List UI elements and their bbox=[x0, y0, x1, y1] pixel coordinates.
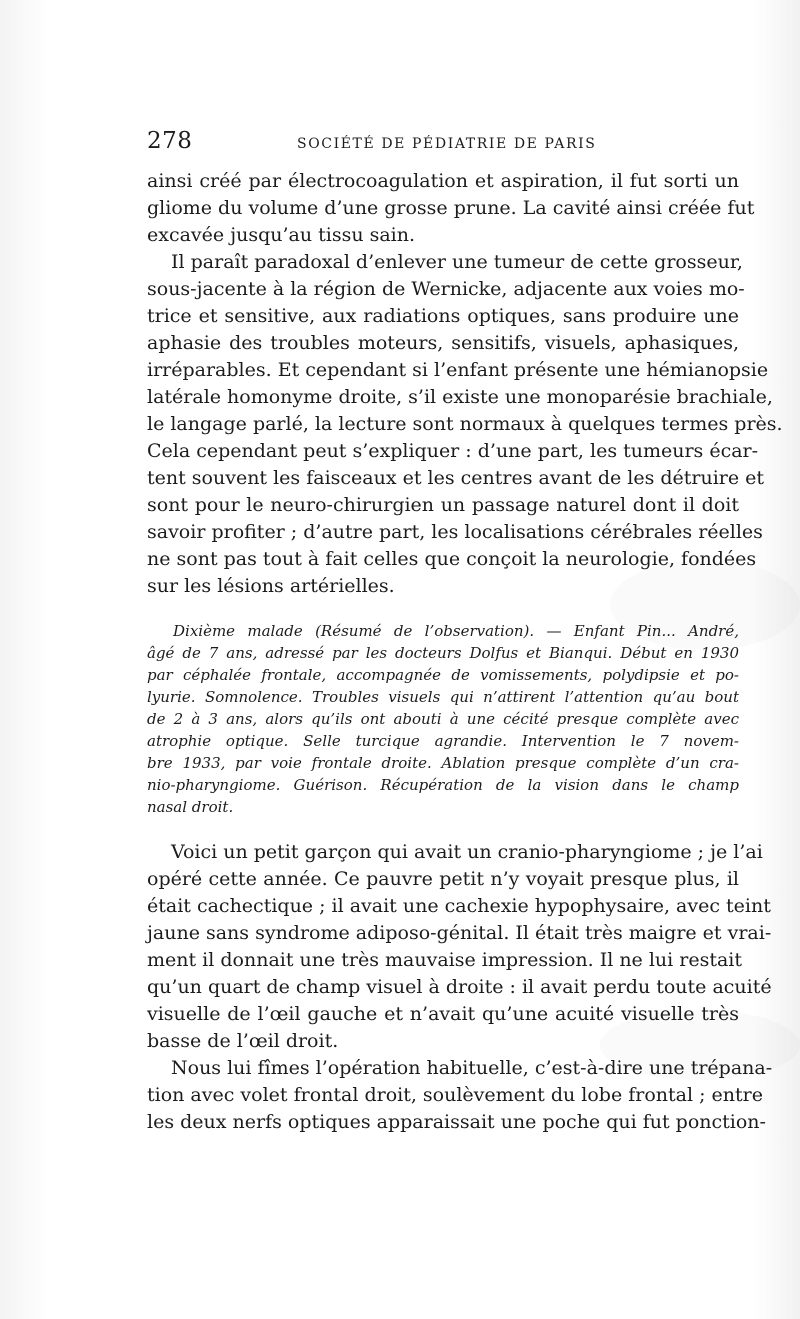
text-line: ment il donnait une très mauvaise impression. Il ne lui restait bbox=[147, 949, 743, 971]
text-line: était cachectique ; il avait une cachexie hypophysaire, avec teint bbox=[147, 895, 771, 917]
text-line: latérale homonyme droite, s’il existe une monoparésie brachiale, bbox=[147, 386, 773, 408]
summary-line: nio-pharyngiome. Guérison. Récupération de la vision dans le champ bbox=[147, 776, 739, 794]
text-line: basse de l’œil droit. bbox=[147, 1030, 339, 1052]
text-line: savoir profiter ; d’autre part, les localisations cérébrales réelles bbox=[147, 521, 763, 543]
text-line: visuelle de l’œil gauche et n’avait qu’une acuité visuelle très bbox=[147, 1003, 739, 1025]
main-text-block bbox=[147, 168, 783, 600]
text-line: sur les lésions artérielles. bbox=[147, 575, 395, 597]
discussion-text-block bbox=[147, 839, 773, 1136]
text-line: tent souvent les faisceaux et les centres avant de les détruire et bbox=[147, 467, 765, 489]
text-line: opéré cette année. Ce pauvre petit n’y voyait presque plus, il bbox=[147, 868, 739, 890]
summary-line: bre 1933, par voie frontale droite. Ablation presque complète d’un cra- bbox=[147, 754, 739, 772]
text-line: aphasie des troubles moteurs, sensitifs, visuels, aphasiques, bbox=[147, 332, 739, 354]
text-line: ainsi créé par électrocoagulation et aspiration, il fut sorti un bbox=[147, 170, 739, 192]
summary-line: atrophie optique. Selle turcique agrandie. Intervention le 7 novem- bbox=[147, 732, 739, 750]
text-line: les deux nerfs optiques apparaissait une poche qui fut ponction- bbox=[147, 1111, 766, 1133]
text-line: Nous lui fîmes l’opération habituelle, c’est-à-dire une trépana- bbox=[171, 1057, 773, 1079]
summary-line: de 2 à 3 ans, alors qu’ils ont abouti à une cécité presque complète avec bbox=[147, 710, 739, 728]
text-line: ne sont pas tout à fait celles que conçoit la neurologie, fondées bbox=[147, 548, 757, 570]
text-line: trice et sensitive, aux radiations optiques, sans produire une bbox=[147, 305, 739, 327]
summary-line: par céphalée frontale, accompagnée de vomissements, polydipsie et po- bbox=[147, 666, 739, 684]
text-line: le langage parlé, la lecture sont normaux à quelques termes près. bbox=[147, 413, 783, 435]
page-number: 278 bbox=[147, 128, 193, 154]
text-line: sous-jacente à la région de Wernicke, adjacente aux voies mo- bbox=[147, 278, 745, 300]
text-line: irréparables. Et cependant si l’enfant présente une hémianopsie bbox=[147, 359, 769, 381]
text-line: qu’un quart de champ visuel à droite : il avait perdu toute acuité bbox=[147, 976, 772, 998]
text-line: sont pour le neuro-chirurgien un passage naturel dont il doit bbox=[147, 494, 739, 516]
text-line: excavée jusqu’au tissu sain. bbox=[147, 224, 416, 246]
running-head: SOCIÉTÉ DE PÉDIATRIE DE PARIS bbox=[297, 136, 597, 152]
text-line: Voici un petit garçon qui avait un cranio-pharyngiome ; je l’ai bbox=[171, 841, 763, 863]
summary-line: âgé de 7 ans, adressé par les docteurs Dolfus et Bianqui. Début en 1930 bbox=[147, 644, 739, 662]
text-line: Cela cependant peut s’expliquer : d’une part, les tumeurs écar- bbox=[147, 440, 759, 462]
case-summary bbox=[147, 620, 739, 818]
text-line: Il paraît paradoxal d’enlever une tumeur de cette grosseur, bbox=[171, 251, 743, 273]
summary-line: Dixième malade (Résumé de l’observation). — Enfant Pin... André, bbox=[173, 622, 739, 640]
summary-line: nasal droit. bbox=[147, 798, 234, 816]
page-header bbox=[147, 128, 737, 160]
text-line: jaune sans syndrome adiposo-génital. Il était très maigre et vrai- bbox=[147, 922, 772, 944]
text-line: gliome du volume d’une grosse prune. La cavité ainsi créée fut bbox=[147, 197, 755, 219]
text-line: tion avec volet frontal droit, soulèvement du lobe frontal ; entre bbox=[147, 1084, 763, 1106]
summary-line: lyurie. Somnolence. Troubles visuels qui n’attirent l’attention qu’au bout bbox=[147, 688, 739, 706]
